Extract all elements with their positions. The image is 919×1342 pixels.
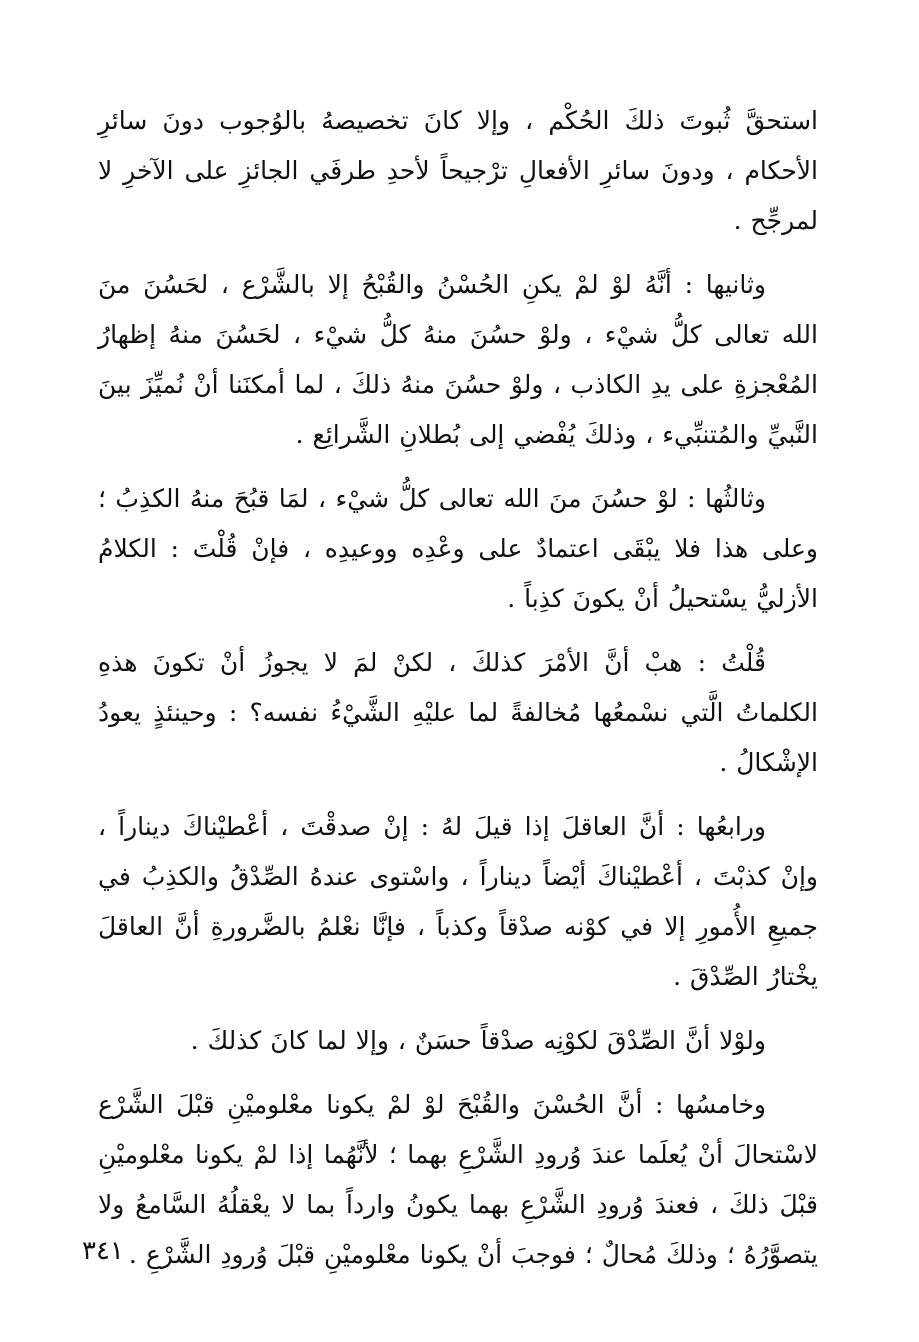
paragraph-2: وثانيها : أنَّهُ لوْ لمْ يكنِ الحُسْنُ والقُبْحُ إلا بالشَّرْع ، لحَسُنَ منَ الله تعالى كلُّ شيْء ، ولوْ حسُنَ منهُ كلُّ شيْء ، لحَسُنَ منهُ إظهارُ المُعْجزةِ على يدِ الكاذب ، ولوْ حسُنَ منهُ ذلكَ ، لما أمكنَنا أنْ نُميِّزَ بينَ النَّبيِّ والمُتنبِّيء ، وذلكَ يُفْضي إلى بُطلانِ الشَّرائِع . [98, 270, 818, 449]
page-number: ٣٤١ [82, 1236, 124, 1266]
paragraph-1: استحقَّ ثُبوتَ ذلكَ الحُكْم ، وإلا كانَ تخصيصهُ بالوُجوب دونَ سائرِ الأحكام ، ودونَ سائرِ الأفعالِ ترْجيحاً لأحدِ طرفَي الجائزِ على الآخرِ لا لمرجِّح . [98, 106, 818, 235]
paragraph-4: قُلْتُ : هبْ أنَّ الأمْرَ كذلكَ ، لكنْ لمَ لا يجوزُ أنْ تكونَ هذهِ الكلماتُ الَّتي نسْمعُها مُخالفةً لما عليْهِ الشَّيْءُ نفسه؟ : وحينئذٍ يعودُ الإشْكالُ . [98, 648, 818, 777]
paragraph-3: وثالثُها : لوْ حسُنَ منَ الله تعالى كلُّ شيْء ، لمَا قبُحَ منهُ الكذِبُ ؛ وعلى هذا فلا يبْقَى اعتمادٌ على وعْدِه ووعيدِه ، فإنْ قُلْتَ : الكلامُ الأزليُّ يسْتحيلُ أنْ يكونَ كذِباً . [98, 484, 818, 613]
page-body [98, 96, 818, 1294]
paragraph-5: ورابعُها : أنَّ العاقلَ إذا قيلَ لهُ : إنْ صدقْتَ ، أعْطيْناكَ ديناراً ، وإنْ كذبْتَ ، أعْطيْناكَ أيْضاً ديناراً ، واسْتوى عندهُ الصِّدْقُ والكذِبُ في جميعِ الأُمورِ إلا في كوْنه صدْقاً وكذباً ، فإنَّا نعْلمُ بالضَّرورةِ أنَّ العاقلَ يخْتارُ الصِّدْقَ . [98, 812, 818, 991]
paragraph-6: ولوْلا أنَّ الصِّدْقَ لكوْنِه صدْقاً حسَنٌ ، وإلا لما كانَ كذلكَ . [190, 1026, 766, 1055]
paragraph-7: وخامسُها : أنَّ الحُسْنَ والقُبْحَ لوْ لمْ يكونا معْلوميْنِ قبْلَ الشَّرْع لاسْتحالَ أنْ يُعلَما عندَ وُرودِ الشَّرْعِ بهما ؛ لأنَّهُما إذا لمْ يكونا معْلوميْنِ قبْلَ ذلكَ ، فعندَ وُرودِ الشَّرْعِ بهما يكونُ وارداً بما لا يعْقلُهُ السَّامعُ ولا يتصوَّرُهُ ؛ وذلكَ مُحالٌ ؛ فوجبَ أنْ يكونا معْلوميْنِ قبْلَ وُرودِ الشَّرْعِ . [98, 1090, 818, 1269]
